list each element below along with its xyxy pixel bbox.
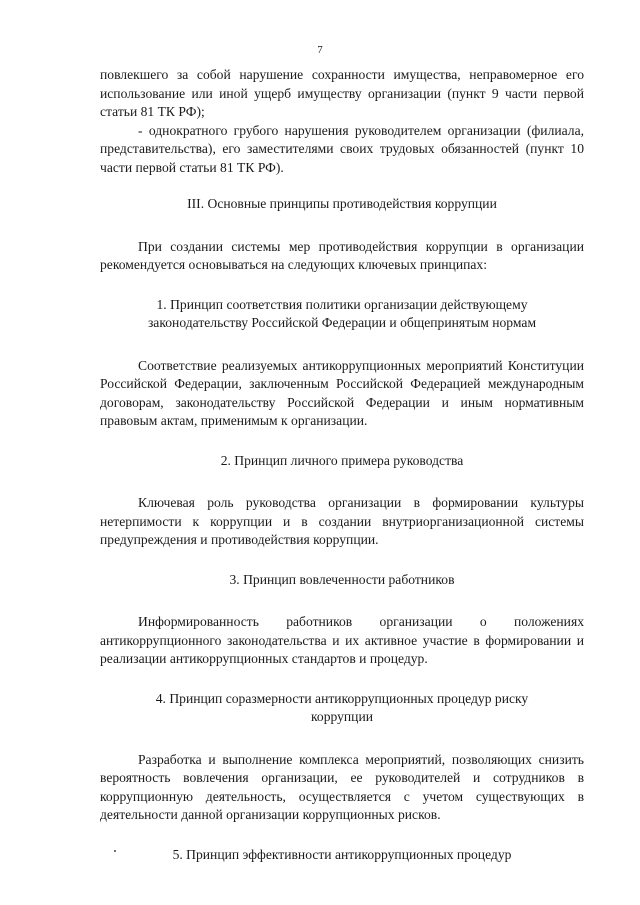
paragraph-continuation: повлекшего за собой нарушение сохранности имущества, неправомерное его использование или иной ущерб имуществу организации (пункт 9 части первой статьи 81 ТК РФ); bbox=[100, 67, 584, 119]
scan-speck bbox=[114, 850, 116, 852]
principle-heading-4: 4. Принцип соразмерности антикоррупционных процедур риску коррупции bbox=[155, 690, 529, 724]
paragraph-intro: При создании системы мер противодействия коррупции в организации рекомендуется основываться на следующих ключевых принципах: bbox=[100, 238, 584, 272]
page-number: 7 bbox=[317, 44, 323, 56]
principle-1-text: Соответствие реализуемых антикоррупционных мероприятий Конституции Российской Федерации, заключенным Российской Федерацией международным договорам, законодательству Российской Федерации и иным нормативным правовым актам, применимым к организации. bbox=[100, 357, 584, 428]
principle-heading-1: 1. Принцип соответствия политики организации действующему законодательству Российской Федерации и общепринятым нормам bbox=[147, 296, 537, 330]
principle-3-text: Информированность работников организации о положениях антикоррупционного законодательства и их активное участие в формировании и реализации антикоррупционных стандартов и процедур. bbox=[100, 614, 584, 666]
principle-heading-5: 5. Принцип эффективности антикоррупционных процедур bbox=[172, 846, 512, 862]
principle-2-text: Ключевая роль руководства организации в формировании культуры нетерпимости к коррупции и в создании внутриорганизационной системы предупреждения и противодействия коррупции. bbox=[100, 495, 584, 547]
principle-heading-2: 2. Принцип личного примера руководства bbox=[220, 452, 464, 468]
paragraph-list-item: - однократного грубого нарушения руководителем организации (филиала, представительства), его заместителями своих трудовых обязанностей (пункт 10 части первой статьи 81 ТК РФ). bbox=[100, 122, 584, 175]
principle-heading-3: 3. Принцип вовлеченности работников bbox=[229, 571, 455, 587]
principle-4-text: Разработка и выполнение комплекса мероприятий, позволяющих снизить вероятность вовлечения организации, ее руководителей и сотрудников в коррупционную деятельность, осуществляется с учетом существующих в деятельности данной организации коррупционных рисков. bbox=[100, 751, 584, 822]
document-body bbox=[100, 66, 584, 864]
section-heading: III. Основные принципы противодействия коррупции bbox=[187, 196, 497, 211]
